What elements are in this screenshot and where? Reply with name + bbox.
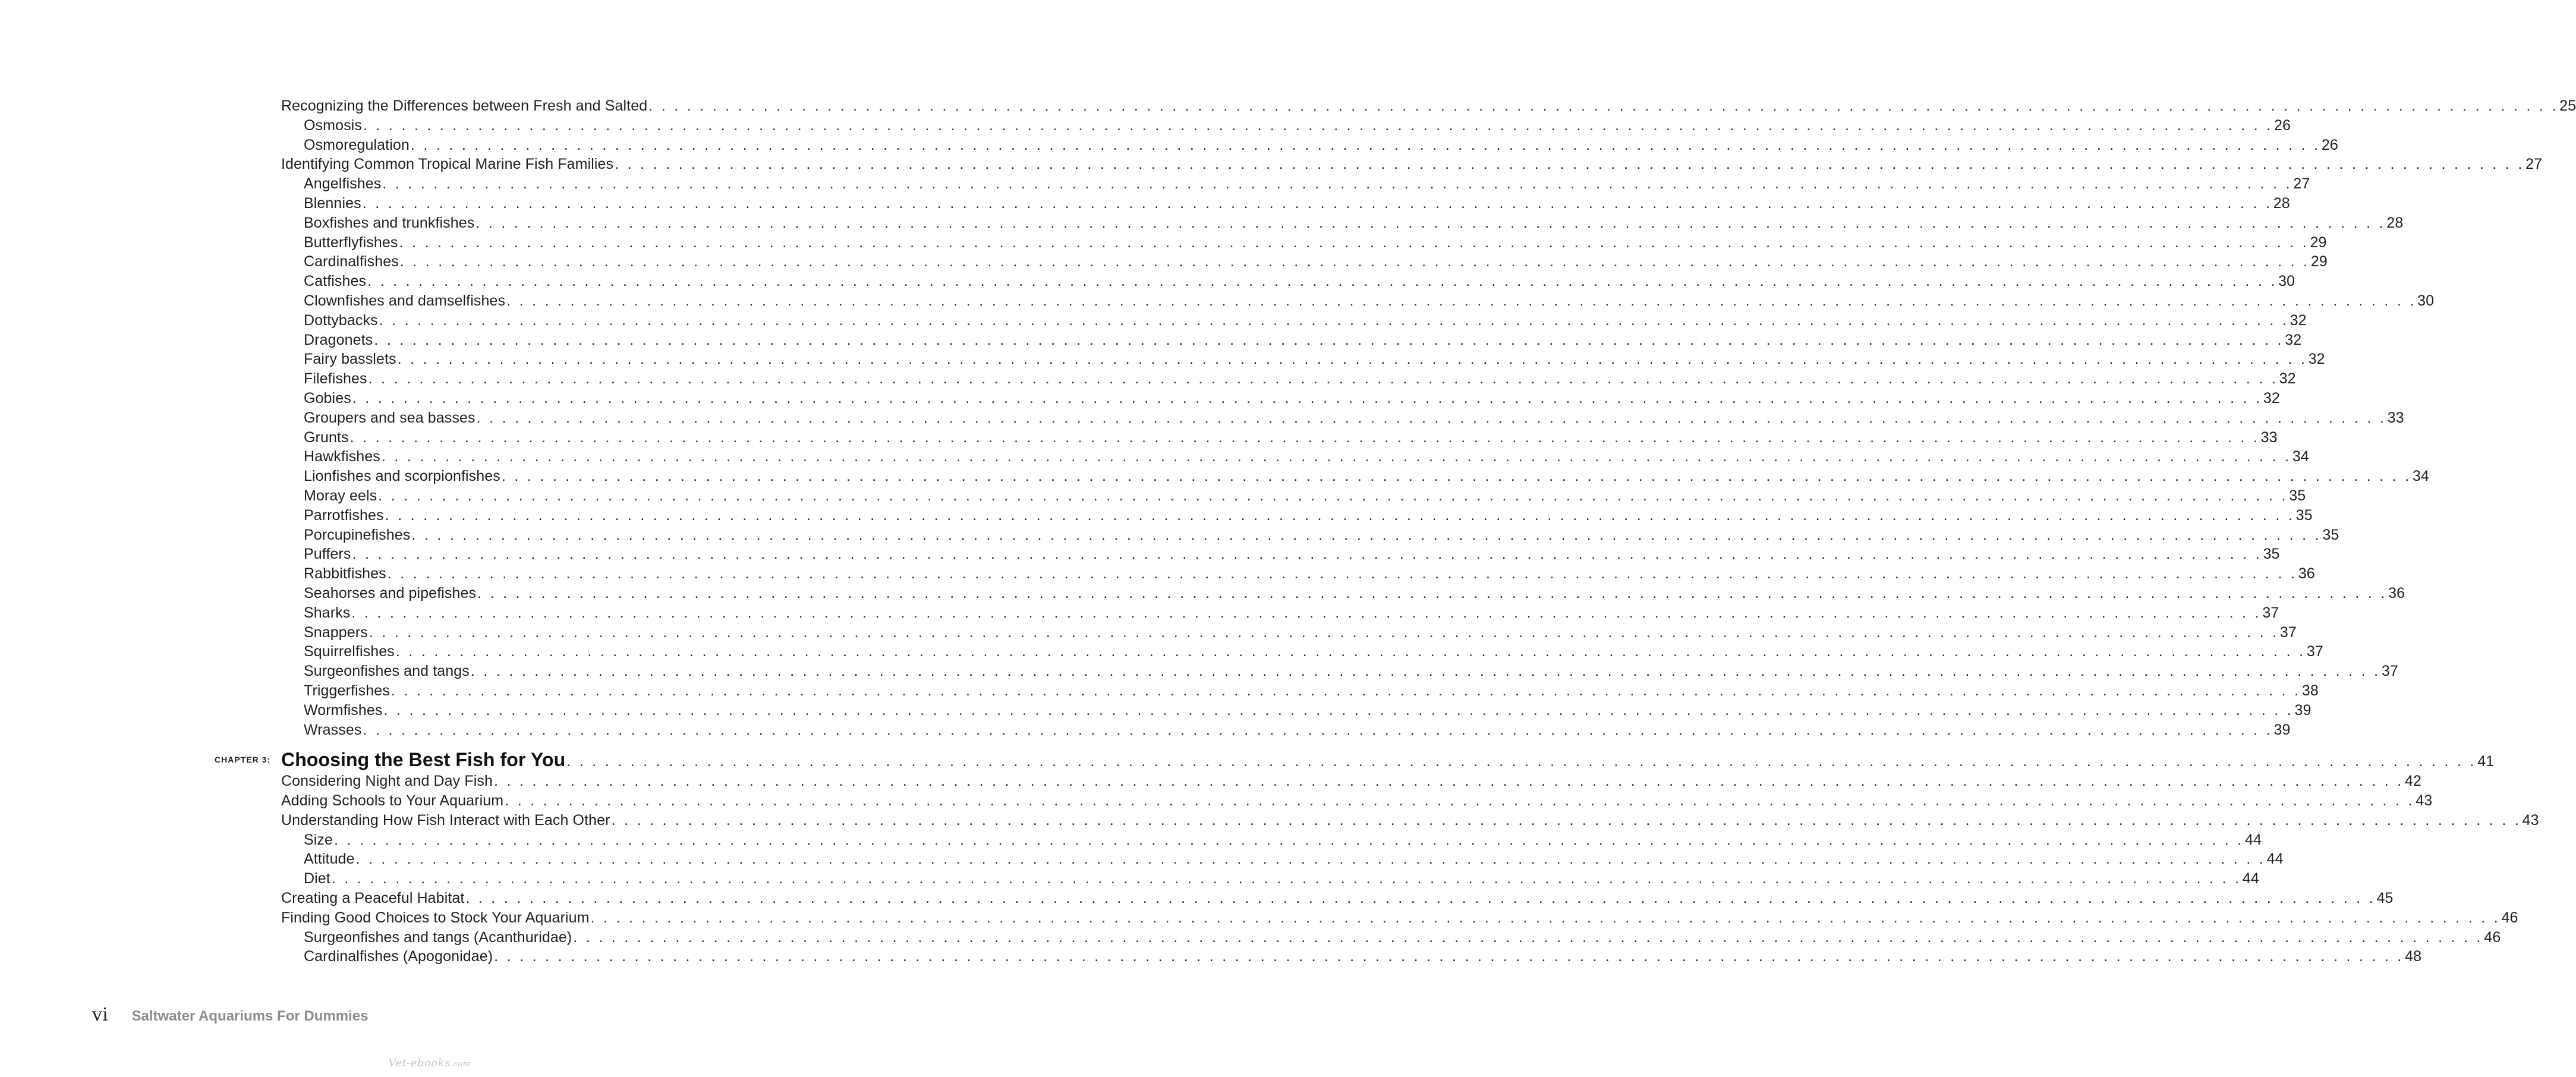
toc-entry-title: Creating a Peaceful Habitat xyxy=(281,890,465,907)
toc-entry-title: Boxfishes and trunkfishes xyxy=(304,214,475,231)
toc-entry-title: Triggerfishes xyxy=(304,682,390,699)
toc-entry-title: Finding Good Choices to Stock Your Aquarium xyxy=(281,909,590,926)
chapter-heading[interactable] xyxy=(215,748,2495,771)
dot-leader: . . . . . . . . . . . . . . . . . . . . . . . . . . . . . . . . . . . . . . . . . . . . . . . . . . . . . . . . . . . . . . . . . . . . . . . . . . . . . . . . . . . . . . . . . . . . . . . . . . . . . . . . . . . . . . . . . . . . . . . . . . . . . . . . . . . . . . . . . . . . . . . . . . . . . . xyxy=(494,948,2404,965)
dot-leader: . . . . . . . . . . . . . . . . . . . . . . . . . . . . . . . . . . . . . . . . . . . . . . . . . . . . . . . . . . . . . . . . . . . . . . . . . . . . . . . . . . . . . . . . . . . . . . . . . . . . . . . . . . . . . . . . . . . . . . . . . . . . . . . . . . . . . . . . . . . . . . . . . . . . . . xyxy=(378,487,2288,504)
toc-entry-title: Clownfishes and damselfishes xyxy=(304,292,506,309)
toc-entry[interactable] xyxy=(281,233,2327,253)
toc-entry[interactable] xyxy=(281,720,2291,740)
toc-entry[interactable] xyxy=(281,428,2278,448)
toc-entry[interactable] xyxy=(281,849,2284,869)
toc-entry-page-number: 48 xyxy=(2405,948,2422,965)
toc-entry[interactable] xyxy=(281,349,2325,369)
toc-entry-page-number: 42 xyxy=(2404,773,2421,790)
toc-entry[interactable] xyxy=(281,791,2433,811)
dot-leader: . . . . . . . . . . . . . . . . . . . . . . . . . . . . . . . . . . . . . . . . . . . . . . . . . . . . . . . . . . . . . . . . . . . . . . . . . . . . . . . . . . . . . . . . . . . . . . . . . . . . . . . . . . . . . . . . . . . . . . . . . . . . . . . . . . . . . . . . . . . . . . . . . . . . . . xyxy=(475,214,2386,231)
toc-entry-title: Moray eels xyxy=(304,487,377,504)
toc-entry-page-number: 28 xyxy=(2386,214,2404,231)
toc-entry-title: Surgeonfishes and tangs xyxy=(304,663,470,680)
dot-leader: . . . . . . . . . . . . . . . . . . . . . . . . . . . . . . . . . . . . . . . . . . . . . . . . . . . . . . . . . . . . . . . . . . . . . . . . . . . . . . . . . . . . . . . . . . . . . . . . . . . . . . . . . . . . . . . . . . . . . . . . . . . . . . . . . . . . . . . . . . . . . . . . . . . . . . xyxy=(411,526,2322,543)
dot-leader: . . . . . . . . . . . . . . . . . . . . . . . . . . . . . . . . . . . . . . . . . . . . . . . . . . . . . . . . . . . . . . . . . . . . . . . . . . . . . . . . . . . . . . . . . . . . . . . . . . . . . . . . . . . . . . . . . . . . . . . . . . . . . . . . . . . . . . . . . . . . . . . . . . . . . . xyxy=(334,831,2244,848)
toc-entry-title: Diet xyxy=(304,870,330,887)
toc-entry[interactable] xyxy=(281,408,2404,428)
toc-entry-page-number: 28 xyxy=(2273,194,2290,212)
toc-entry-page-number: 35 xyxy=(2289,487,2306,504)
toc-entry[interactable] xyxy=(281,869,2259,889)
toc-entry-page-number: 36 xyxy=(2298,565,2315,582)
watermark-suffix: .com xyxy=(450,1060,471,1069)
dot-leader: . . . . . . . . . . . . . . . . . . . . . . . . . . . . . . . . . . . . . . . . . . . . . . . . . . . . . . . . . . . . . . . . . . . . . . . . . . . . . . . . . . . . . . . . . . . . . . . . . . . . . . . . . . . . . . . . . . . . . . . . . . . . . . . . . . . . . . . . . . . . . . . . . . . . . . xyxy=(363,116,2273,134)
toc-entry-title: Wrasses xyxy=(304,721,362,738)
toc-entry-title: Snappers xyxy=(304,623,368,641)
toc-entry[interactable] xyxy=(281,213,2404,233)
running-book-title: Saltwater Aquariums For Dummies xyxy=(131,1008,369,1024)
toc-entry[interactable] xyxy=(281,830,2262,850)
dot-leader: . . . . . . . . . . . . . . . . . . . . . . . . . . . . . . . . . . . . . . . . . . . . . . . . . . . . . . . . . . . . . . . . . . . . . . . . . . . . . . . . . . . . . . . . . . . . . . . . . . . . . . . . . . . . . . . . . . . . . . . . . . . . . . . . . . . . . . . . . . . . . . . . . . . . . . xyxy=(505,792,2415,810)
toc-entry-page-number: 35 xyxy=(2295,506,2313,524)
toc-entry-title: Catfishes xyxy=(304,273,367,290)
toc-entry-page-number: 29 xyxy=(2310,253,2328,270)
toc-entry[interactable] xyxy=(281,525,2339,545)
toc-entry-title: Identifying Common Tropical Marine Fish Families xyxy=(281,156,614,173)
toc-entry[interactable] xyxy=(281,642,2323,662)
toc-entry-page-number: 37 xyxy=(2262,604,2279,621)
toc-entry-page-number: 33 xyxy=(2260,429,2278,446)
dot-leader: . . . . . . . . . . . . . . . . . . . . . . . . . . . . . . . . . . . . . . . . . . . . . . . . . . . . . . . . . . . . . . . . . . . . . . . . . . . . . . . . . . . . . . . . . . . . . . . . . . . . . . . . . . . . . . . . . . . . . . . . . . . . . . . . . . . . . . . . . . . . . . . . . . . . . . xyxy=(506,292,2417,309)
dot-leader: . . . . . . . . . . . . . . . . . . . . . . . . . . . . . . . . . . . . . . . . . . . . . . . . . . . . . . . . . . . . . . . . . . . . . . . . . . . . . . . . . . . . . . . . . . . . . . . . . . . . . . . . . . . . . . . . . . . . . . . . . . . . . . . . . . . . . . . . . . . . . . . . . . . . . . xyxy=(331,870,2241,887)
toc-entry[interactable] xyxy=(281,291,2435,311)
toc-entry-title: Grunts xyxy=(304,429,349,446)
toc-entry-title: Attitude xyxy=(304,851,355,868)
toc-entry-title: Dottybacks xyxy=(304,311,378,329)
toc-entry-title: Wormfishes xyxy=(304,701,383,719)
toc-entry-page-number: 36 xyxy=(2388,584,2405,602)
page-footer xyxy=(92,1004,368,1025)
toc-entry-page-number: 25 xyxy=(2559,97,2576,114)
toc-entry-page-number: 32 xyxy=(2290,311,2307,329)
toc-entry-page-number: 32 xyxy=(2279,370,2296,388)
toc-entry-title: Squirrelfishes xyxy=(304,643,395,660)
toc-entry-title: Osmoregulation xyxy=(304,136,410,153)
toc-entry-page-number: 27 xyxy=(2525,156,2543,173)
dot-leader: . . . . . . . . . . . . . . . . . . . . . . . . . . . . . . . . . . . . . . . . . . . . . . . . . . . . . . . . . . . . . . . . . . . . . . . . . . . . . . . . . . . . . . . . . . . . . . . . . . . . . . . . . . . . . . . . . . . . . . . . . . . . . . . . . . . . . . . . . . . . . . . . . . . . . . xyxy=(395,643,2306,660)
toc-entry[interactable] xyxy=(281,369,2296,389)
toc-entry[interactable] xyxy=(281,252,2328,272)
toc-entry[interactable] xyxy=(281,467,2429,486)
toc-entry-title: Cardinalfishes xyxy=(304,253,399,270)
toc-entry[interactable] xyxy=(281,544,2280,564)
toc-entry[interactable] xyxy=(281,928,2501,947)
toc-entry-page-number: 46 xyxy=(2484,928,2501,946)
dot-leader: . . . . . . . . . . . . . . . . . . . . . . . . . . . . . . . . . . . . . . . . . . . . . . . . . . . . . . . . . . . . . . . . . . . . . . . . . . . . . . . . . . . . . . . . . . . . . . . . . . . . . . . . . . . . . . . . . . . . . . . . . . . . . . . . . . . . . . . . . . . . . . . . . . . . . . xyxy=(590,909,2501,926)
toc-entry[interactable] xyxy=(281,947,2422,966)
dot-leader: . . . . . . . . . . . . . . . . . . . . . . . . . . . . . . . . . . . . . . . . . . . . . . . . . . . . . . . . . . . . . . . . . . . . . . . . . . . . . . . . . . . . . . . . . . . . . . . . . . . . . . . . . . . . . . . . . . . . . . . . . . . . . . . . . . . . . . . . . . . . . . . . . . . . . . xyxy=(352,546,2262,563)
toc-entry-title: Cardinalfishes (Apogonidae) xyxy=(304,948,493,965)
toc-entry[interactable] xyxy=(281,908,2518,928)
toc-entry[interactable] xyxy=(281,662,2398,681)
toc-entry-title: Seahorses and pipefishes xyxy=(304,584,477,602)
toc-entry-title: Blennies xyxy=(304,194,361,212)
dot-leader: . . . . . . . . . . . . . . . . . . . . . . . . . . . . . . . . . . . . . . . . . . . . . . . . . . . . . . . . . . . . . . . . . . . . . . . . . . . . . . . . . . . . . . . . . . . . . . . . . . . . . . . . . . . . . . . . . . . . . . . . . . . . . . . . . . . . . . . . . . . . . . . . . . . . . . xyxy=(611,811,2521,829)
toc-entry-title: Groupers and sea basses xyxy=(304,409,475,426)
dot-leader: . . . . . . . . . . . . . . . . . . . . . . . . . . . . . . . . . . . . . . . . . . . . . . . . . . . . . . . . . . . . . . . . . . . . . . . . . . . . . . . . . . . . . . . . . . . . . . . . . . . . . . . . . . . . . . . . . . . . . . . . . . . . . . . . . . . . . . . . . . . . . . . . . . . . . . xyxy=(374,331,2284,348)
toc-entry[interactable] xyxy=(281,447,2309,467)
toc-entry[interactable] xyxy=(281,389,2280,408)
watermark-logo xyxy=(0,1057,859,1069)
toc-entry-page-number: 34 xyxy=(2292,448,2309,465)
dot-leader: . . . . . . . . . . . . . . . . . . . . . . . . . . . . . . . . . . . . . . . . . . . . . . . . . . . . . . . . . . . . . . . . . . . . . . . . . . . . . . . . . . . . . . . . . . . . . . . . . . . . . . . . . . . . . . . . . . . . . . . . . . . . . . . . . . . . . . . . . . . . . . . . . . . . . . xyxy=(382,175,2292,193)
toc-entry-title: Understanding How Fish Interact with Each Other xyxy=(281,811,610,829)
toc-entry-title: Lionfishes and scorpionfishes xyxy=(304,468,500,485)
toc-entry-title: Porcupinefishes xyxy=(304,526,411,543)
toc-entry-page-number: 46 xyxy=(2501,909,2518,926)
toc-entry-title: Angelfishes xyxy=(304,175,382,193)
toc-entry-page-number: 44 xyxy=(2266,851,2284,868)
dot-leader: . . . . . . . . . . . . . . . . . . . . . . . . . . . . . . . . . . . . . . . . . . . . . . . . . . . . . . . . . . . . . . . . . . . . . . . . . . . . . . . . . . . . . . . . . . . . . . . . . . . . . . . . . . . . . . . . . . . . . . . . . . . . . . . . . . . . . . . . . . . . . . . . . . . . . . xyxy=(351,604,2262,621)
dot-leader: . . . . . . . . . . . . . . . . . . . . . . . . . . . . . . . . . . . . . . . . . . . . . . . . . . . . . . . . . . . . . . . . . . . . . . . . . . . . . . . . . . . . . . . . . . . . . . . . . . . . . . . . . . . . . . . . . . . . . . . . . . . . . . . . . . . . . . . . . . . . . . . . . . . . . . xyxy=(410,136,2320,153)
toc-entry[interactable] xyxy=(281,155,2543,174)
dot-leader: . . . . . . . . . . . . . . . . . . . . . . . . . . . . . . . . . . . . . . . . . . . . . . . . . . . . . . . . . . . . . . . . . . . . . . . . . . . . . . . . . . . . . . . . . . . . . . . . . . . . . . . . . . . . . . . . . . . . . . . . . . . . . . . . . . . . . . . . . . . . . . . . . . . . . . xyxy=(362,194,2272,212)
toc-entry-title: Considering Night and Day Fish xyxy=(281,773,493,790)
dot-leader: . . . . . . . . . . . . . . . . . . . . . . . . . . . . . . . . . . . . . . . . . . . . . . . . . . . . . . . . . . . . . . . . . . . . . . . . . . . . . . . . . . . . . . . . . . . . . . . . . . . . . . . . . . . . . . . . . . . . . . . . . . . . . . . . . . . . . . . . . . . . . . . . . . . . . . xyxy=(368,370,2278,388)
dot-leader: . . . . . . . . . . . . . . . . . . . . . . . . . . . . . . . . . . . . . . . . . . . . . . . . . . . . . . . . . . . . . . . . . . . . . . . . . . . . . . . . . . . . . . . . . . . . . . . . . . . . . . . . . . . . . . . . . . . . . . . . . . . . . . . . . . . . . . . . . . . . . . . . . . . . . . xyxy=(355,851,2266,868)
toc-entry-title: Rabbitfishes xyxy=(304,565,386,582)
dot-leader: . . . . . . . . . . . . . . . . . . . . . . . . . . . . . . . . . . . . . . . . . . . . . . . . . . . . . . . . . . . . . . . . . . . . . . . . . . . . . . . . . . . . . . . . . . . . . . . . . . . . . . . . . . . . . . . . . . . . . . . . . . . . . . . . . . . . . . . . . . . . . . . . . . . . . . xyxy=(391,682,2301,699)
dot-leader: . . . . . . . . . . . . . . . . . . . . . . . . . . . . . . . . . . . . . . . . . . . . . . . . . . . . . . . . . . . . . . . . . . . . . . . . . . . . . . . . . . . . . . . . . . . . . . . . . . . . . . . . . . . . . . . . . . . . . . . . . . . . . . . . . . . . . . . . . . . . . . . . . . . . . . xyxy=(385,506,2295,524)
dot-leader: . . . . . . . . . . . . . . . . . . . . . . . . . . . . . . . . . . . . . . . . . . . . . . . . . . . . . . . . . . . . . . . . . . . . . . . . . . . . . . . . . . . . . . . . . . . . . . . . . . . . . . . . . . . . . . . . . . . . . . . . . . . . . . . . . . . . . . . . . . . . . . . . . . . . . . xyxy=(399,234,2309,251)
toc-entry-title: Puffers xyxy=(304,546,351,563)
toc-entry-title: Gobies xyxy=(304,389,351,407)
toc-entry-page-number: 43 xyxy=(2416,792,2433,810)
dot-leader: . . . . . . . . . . . . . . . . . . . . . . . . . . . . . . . . . . . . . . . . . . . . . . . . . . . . . . . . . . . . . . . . . . . . . . . . . . . . . . . . . . . . . . . . . . . . . . . . . . . . . . . . . . . . . . . . . . . . . . . . . . . . . . . . . . . . . . . . . . . . . . . . . . . . . . xyxy=(615,156,2525,173)
toc-entry[interactable] xyxy=(281,136,2338,155)
dot-leader: . . . . . . . . . . . . . . . . . . . . . . . . . . . . . . . . . . . . . . . . . . . . . . . . . . . . . . . . . . . . . . . . . . . . . . . . . . . . . . . . . . . . . . . . . . . . . . . . . . . . . . . . . . . . . . . . . . . . . . . . . . . . . . . . . . . . . . . . . . . . . . . . . . . . . . xyxy=(648,97,2559,114)
toc-entry-page-number: 26 xyxy=(2321,136,2338,153)
dot-leader: . . . . . . . . . . . . . . . . . . . . . . . . . . . . . . . . . . . . . . . . . . . . . . . . . . . . . . . . . . . . . . . . . . . . . . . . . . . . . . . . . . . . . . . . . . . . . . . . . . . . . . . . . . . . . . . . . . . . . . . . . . . . . . . . . . . . . . . . . . . . . . . . . . . . . . xyxy=(476,409,2386,426)
toc-entry[interactable] xyxy=(281,311,2307,330)
dot-leader: . . . . . . . . . . . . . . . . . . . . . . . . . . . . . . . . . . . . . . . . . . . . . . . . . . . . . . . . . . . . . . . . . . . . . . . . . . . . . . . . . . . . . . . . . . . . . . . . . . . . . . . . . . . . . . . . . . . . . . . . . . . . . . . . . . . . . . . . . . . . . . . . . . . . . . xyxy=(369,623,2279,641)
toc-entry-page-number: 26 xyxy=(2273,116,2291,134)
toc-entry-title: Parrotfishes xyxy=(304,506,384,524)
toc-entry-page-number: 38 xyxy=(2301,682,2319,699)
dot-leader: . . . . . . . . . . . . . . . . . . . . . . . . . . . . . . . . . . . . . . . . . . . . . . . . . . . . . . . . . . . . . . . . . . . . . . . . . . . . . . . . . . . . . . . . . . . . . . . . . . . . . . . . . . . . . . . . . . . . . . . . . . . . . . . . . . . . . . . . . . . . . . . . . . . . . . xyxy=(397,351,2307,368)
toc-entry-title: Recognizing the Differences between Fresh and Salted xyxy=(281,97,648,114)
dot-leader: . . . . . . . . . . . . . . . . . . . . . . . . . . . . . . . . . . . . . . . . . . . . . . . . . . . . . . . . . . . . . . . . . . . . . . . . . . . . . . . . . . . . . . . . . . . . . . . . . . . . . . . . . . . . . . . . . . . . . . . . . . . . . . . . . . . . . . . . . . . . . . . . . . . . . . xyxy=(383,701,2294,719)
dot-leader: . . . . . . . . . . . . . . . . . . . . . . . . . . . . . . . . . . . . . . . . . . . . . . . . . . . . . . . . . . . . . . . . . . . . . . . . . . . . . . . . . . . . . . . . . . . . . . . . . . . . . . . . . . . . . . . . . . . . . . . . . . . . . . . . . . . . . . . . . . . . . . . . . . . . . . xyxy=(367,273,2278,290)
toc-entry-page-number: 35 xyxy=(2322,526,2339,543)
toc-entry-page-number: 33 xyxy=(2387,409,2404,426)
toc-entry-title: Osmosis xyxy=(304,116,362,134)
toc-entry-page-number: 30 xyxy=(2278,273,2295,290)
toc-entry[interactable] xyxy=(281,506,2313,525)
toc-entry-page-number: 44 xyxy=(2245,831,2262,848)
toc-entry-page-number: 32 xyxy=(2263,389,2280,407)
toc-entry[interactable] xyxy=(281,811,2539,830)
dot-leader: . . . . . . . . . . . . . . . . . . . . . . . . . . . . . . . . . . . . . . . . . . . . . . . . . . . . . . . . . . . . . . . . . . . . . . . . . . . . . . . . . . . . . . . . . . . . . . . . . . . . . . . . . . . . . . . . . . . . . . . . . . . . . . . . . . . . . . . . . . . . . . . . . . . . . . xyxy=(477,584,2388,602)
toc-entry-page-number: 32 xyxy=(2285,331,2302,348)
watermark-text: Vet-ebooks xyxy=(388,1057,451,1069)
toc-entry[interactable] xyxy=(281,623,2297,643)
toc-entry-page-number: 39 xyxy=(2273,721,2291,738)
toc-section-chapter-3 xyxy=(281,771,2539,966)
dot-leader: . . . . . . . . . . . . . . . . . . . . . . . . . . . . . . . . . . . . . . . . . . . . . . . . . . . . . . . . . . . . . . . . . . . . . . . . . . . . . . . . . . . . . . . . . . . . . . . . . . . . . . . . . . . . . . . . . . . . . . . . . . . . . . . . . . . . . . . . . . . . . . . . . . . . . . xyxy=(381,448,2291,465)
toc-entry-title: Filefishes xyxy=(304,370,367,388)
toc-entry[interactable] xyxy=(281,771,2421,791)
toc-entry-page-number: 37 xyxy=(2279,623,2297,641)
toc-entry-title: Size xyxy=(304,831,333,848)
table-of-contents xyxy=(215,96,2576,966)
toc-entry[interactable] xyxy=(281,330,2302,350)
page-folio: vi xyxy=(92,1004,108,1025)
toc-section-chapter-2 xyxy=(281,96,2576,739)
dot-leader: . . . . . . . . . . . . . . . . . . . . . . . . . . . . . . . . . . . . . . . . . . . . . . . . . . . . . . . . . . . . . . . . . . . . . . . . . . . . . . . . . . . . . . . . . . . . . . . . . . . . . . . . . . . . . . . . . . . . . . . . . . . . . . . . . . . . . . . . . . . . . . . . . . . . . . xyxy=(379,311,2289,329)
dot-leader: . . . . . . . . . . . . . . . . . . . . . . . . . . . . . . . . . . . . . . . . . . . . . . . . . . . . . . . . . . . . . . . . . . . . . . . . . . . . . . . . . . . . . . . . . . . . . . . . . . . . . . . . . . . . . . . . . . . . . . . . . . . . . . . . . . . . . . . . . . . . . . . . . . . . . . xyxy=(465,890,2376,907)
toc-entry[interactable] xyxy=(281,272,2295,291)
toc-entry[interactable] xyxy=(281,889,2394,908)
toc-entry-page-number: 29 xyxy=(2310,234,2327,251)
toc-entry[interactable] xyxy=(281,701,2312,720)
toc-entry-title: Sharks xyxy=(304,604,351,621)
toc-entry-title: Adding Schools to Your Aquarium xyxy=(281,792,504,810)
chapter-label: CHAPTER 3: xyxy=(215,755,271,765)
toc-entry[interactable] xyxy=(281,486,2306,506)
toc-entry[interactable] xyxy=(281,96,2576,116)
toc-entry-page-number: 32 xyxy=(2308,351,2325,368)
toc-entry-title: Fairy basslets xyxy=(304,351,396,368)
toc-entry[interactable] xyxy=(281,174,2310,194)
toc-entry-page-number: 44 xyxy=(2242,870,2259,887)
toc-entry[interactable] xyxy=(281,603,2279,623)
toc-entry-title: Dragonets xyxy=(304,331,373,348)
toc-entry-page-number: 30 xyxy=(2417,292,2435,309)
dot-leader: . . . . . . . . . . . . . . . . . . . . . . . . . . . . . . . . . . . . . . . . . . . . . . . . . . . . . . . . . . . . . . . . . . . . . . . . . . . . . . . . . . . . . . . . . . . . . . . . . . . . . . . . . . . . . . . . . . . . . . . . . . . . . . . . . . . . . . . . . . . . . . . . . . . . . . xyxy=(573,928,2483,946)
toc-entry-page-number: 27 xyxy=(2293,175,2310,193)
toc-entry-page-number: 43 xyxy=(2522,811,2539,829)
toc-entry[interactable] xyxy=(281,564,2315,584)
dot-leader: . . . . . . . . . . . . . . . . . . . . . . . . . . . . . . . . . . . . . . . . . . . . . . . . . . . . . . . . . . . . . . . . . . . . . . . . . . . . . . . . . . . . . . . . . . . . . . . . . . . . . . . . . . . . . . . . . . . . . . . . . . . . . . . . . . . . . . . . . . . . . . . . . . . . . . xyxy=(399,253,2310,270)
dot-leader: . . . . . . . . . . . . . . . . . . . . . . . . . . . . . . . . . . . . . . . . . . . . . . . . . . . . . . . . . . . . . . . . . . . . . . . . . . . . . . . . . . . . . . . . . . . . . . . . . . . . . . . . . . . . . . . . . . . . . . . . . . . . . . . . . . . . . . . . . . . . . . . . . . . . . . xyxy=(387,565,2297,582)
dot-leader: . . . . . . . . . . . . . . . . . . . . . . . . . . . . . . . . . . . . . . . . . . . . . . . . . . . . . . . . . . . . . . . . . . . . . . . . . . . . . . . . . . . . . . . . . . . . . . . . . . . . . . . . . . . . . . . . . . . . . . . . . . . . . . . . . . . . . . . . . . . . . . . . . . . . . . xyxy=(501,468,2411,485)
toc-entry-title: Butterflyfishes xyxy=(304,234,398,251)
toc-entry-title: Hawkfishes xyxy=(304,448,380,465)
dot-leader: . . . . . . . . . . . . . . . . . . . . . . . . . . . . . . . . . . . . . . . . . . . . . . . . . . . . . . . . . . . . . . . . . . . . . . . . . . . . . . . . . . . . . . . . . . . . . . . . . . . . . . . . . . . . . . . . . . . . . . . . . . . . . . . . . . . . . . . . . . . . . . . . . . . . . . xyxy=(352,389,2262,407)
toc-entry-page-number: 37 xyxy=(2381,663,2398,680)
dot-leader: . . . . . . . . . . . . . . . . . . . . . . . . . . . . . . . . . . . . . . . . . . . . . . . . . . . . . . . . . . . . . . . . . . . . . . . . . . . . . . . . . . . . . . . . . . . . . . . . . . . . . . . . . . . . . . . . . . . . . . . . . . . . . . . . . . . . . . . . . . . . . . . . . . . . . . xyxy=(363,721,2273,738)
dot-leader: . . . . . . . . . . . . . . . . . . . . . . . . . . . . . . . . . . . . . . . . . . . . . . . . . . . . . . . . . . . . . . . . . . . . . . . . . . . . . . . . . . . . . . . . . . . . . . . . . . . . . . . . . . . . . . . . . . . . . . . . . . . . . . . . . . . . . . . . . . . . . . . . . . . . . . xyxy=(566,753,2477,770)
toc-entry[interactable] xyxy=(281,681,2319,701)
chapter-title: Choosing the Best Fish for You xyxy=(281,749,566,771)
toc-entry-title: Surgeonfishes and tangs (Acanthuridae) xyxy=(304,928,572,946)
toc-entry-page-number: 37 xyxy=(2306,643,2323,660)
dot-leader: . . . . . . . . . . . . . . . . . . . . . . . . . . . . . . . . . . . . . . . . . . . . . . . . . . . . . . . . . . . . . . . . . . . . . . . . . . . . . . . . . . . . . . . . . . . . . . . . . . . . . . . . . . . . . . . . . . . . . . . . . . . . . . . . . . . . . . . . . . . . . . . . . . . . . . xyxy=(349,429,2260,446)
dot-leader: . . . . . . . . . . . . . . . . . . . . . . . . . . . . . . . . . . . . . . . . . . . . . . . . . . . . . . . . . . . . . . . . . . . . . . . . . . . . . . . . . . . . . . . . . . . . . . . . . . . . . . . . . . . . . . . . . . . . . . . . . . . . . . . . . . . . . . . . . . . . . . . . . . . . . . xyxy=(470,663,2380,680)
toc-entry[interactable] xyxy=(281,584,2405,603)
toc-entry-page-number: 35 xyxy=(2263,546,2280,563)
toc-entry[interactable] xyxy=(281,116,2291,136)
dot-leader: . . . . . . . . . . . . . . . . . . . . . . . . . . . . . . . . . . . . . . . . . . . . . . . . . . . . . . . . . . . . . . . . . . . . . . . . . . . . . . . . . . . . . . . . . . . . . . . . . . . . . . . . . . . . . . . . . . . . . . . . . . . . . . . . . . . . . . . . . . . . . . . . . . . . . . xyxy=(493,773,2404,790)
toc-entry-page-number: 39 xyxy=(2294,701,2312,719)
chapter-page-number: 41 xyxy=(2477,753,2495,770)
toc-entry-page-number: 34 xyxy=(2412,468,2429,485)
toc-entry-page-number: 45 xyxy=(2376,890,2394,907)
toc-entry[interactable] xyxy=(281,194,2290,213)
